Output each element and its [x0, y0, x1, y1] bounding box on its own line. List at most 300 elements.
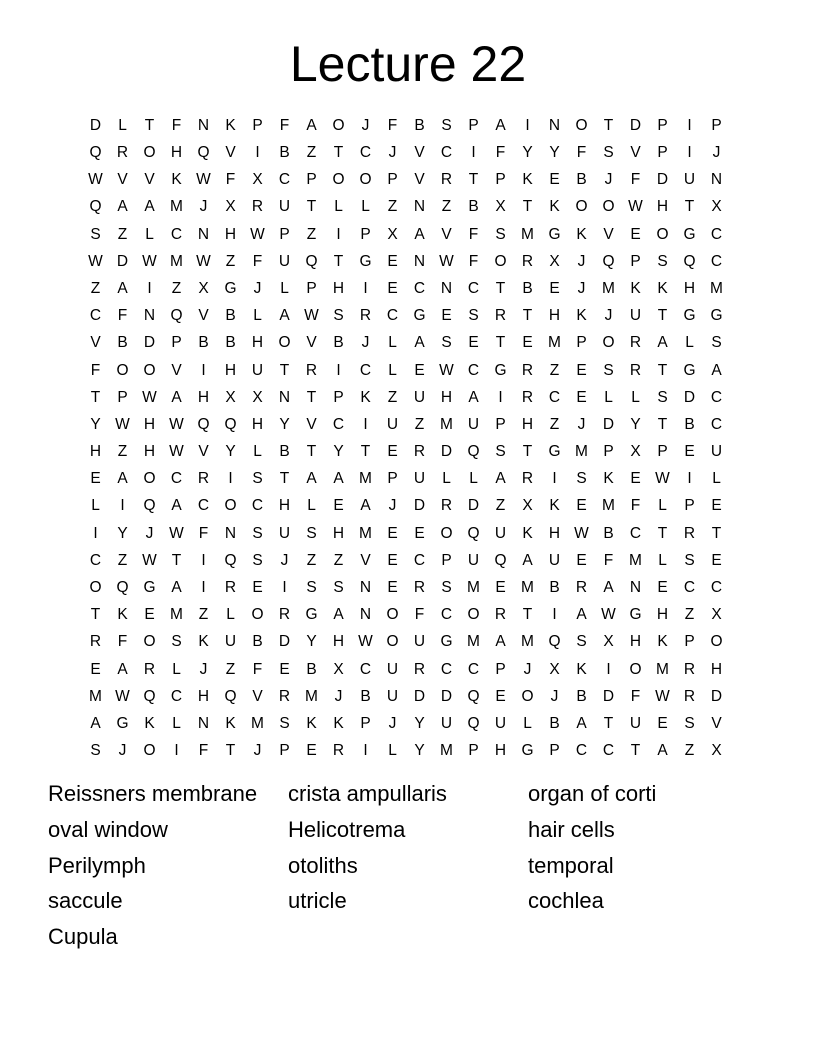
grid-cell[interactable]: W	[250, 225, 265, 243]
grid-cell[interactable]: A	[117, 198, 128, 216]
grid-cell[interactable]: E	[414, 361, 425, 379]
grid-cell[interactable]: S	[603, 361, 614, 379]
grid-cell[interactable]: T	[684, 198, 695, 216]
grid-cell[interactable]: J	[118, 742, 127, 760]
grid-cell[interactable]: U	[548, 551, 561, 569]
grid-cell[interactable]: F	[117, 633, 128, 651]
grid-cell[interactable]: D	[602, 687, 615, 705]
grid-cell[interactable]: M	[521, 579, 534, 597]
grid-cell[interactable]: U	[413, 470, 426, 488]
grid-cell[interactable]: E	[576, 388, 587, 406]
grid-cell[interactable]: I	[363, 742, 368, 760]
grid-cell[interactable]: H	[656, 606, 669, 624]
grid-cell[interactable]: O	[467, 606, 480, 624]
grid-cell[interactable]: K	[576, 307, 587, 325]
grid-cell[interactable]: W	[88, 252, 103, 270]
grid-cell[interactable]: I	[120, 497, 125, 515]
grid-cell[interactable]: I	[228, 470, 233, 488]
grid-cell[interactable]: O	[521, 687, 534, 705]
grid-cell[interactable]: F	[495, 144, 506, 162]
grid-cell[interactable]: A	[495, 116, 506, 134]
grid-cell[interactable]: A	[414, 225, 425, 243]
grid-cell[interactable]: Y	[630, 415, 641, 433]
grid-cell[interactable]: P	[684, 497, 695, 515]
grid-cell[interactable]: Q	[224, 551, 237, 569]
grid-cell[interactable]: G	[143, 579, 156, 597]
grid-cell[interactable]: H	[521, 415, 534, 433]
grid-cell[interactable]: J	[577, 415, 586, 433]
grid-cell[interactable]: R	[440, 497, 453, 515]
grid-cell[interactable]: U	[710, 443, 723, 461]
grid-cell[interactable]: J	[280, 551, 289, 569]
grid-cell[interactable]: R	[332, 742, 345, 760]
grid-cell[interactable]: J	[604, 307, 613, 325]
grid-cell[interactable]: R	[116, 144, 129, 162]
grid-cell[interactable]: Z	[117, 225, 128, 243]
grid-cell[interactable]: B	[306, 660, 317, 678]
grid-cell[interactable]: M	[629, 551, 642, 569]
grid-cell[interactable]: O	[143, 144, 156, 162]
grid-cell[interactable]: V	[414, 144, 425, 162]
grid-cell[interactable]: O	[710, 633, 723, 651]
grid-cell[interactable]: J	[523, 660, 532, 678]
grid-cell[interactable]: A	[495, 470, 506, 488]
grid-cell[interactable]: N	[197, 116, 210, 134]
grid-cell[interactable]: E	[630, 470, 641, 488]
grid-cell[interactable]: Z	[549, 361, 560, 379]
grid-cell[interactable]: O	[251, 606, 264, 624]
grid-cell[interactable]: D	[116, 252, 129, 270]
grid-cell[interactable]: O	[359, 171, 372, 189]
grid-cell[interactable]: F	[576, 144, 587, 162]
grid-cell[interactable]: S	[279, 714, 290, 732]
grid-cell[interactable]: U	[278, 524, 291, 542]
grid-cell[interactable]: C	[251, 497, 264, 515]
grid-cell[interactable]: E	[387, 252, 398, 270]
grid-cell[interactable]: J	[199, 660, 208, 678]
grid-cell[interactable]: H	[197, 687, 210, 705]
grid-cell[interactable]: H	[332, 279, 345, 297]
grid-cell[interactable]: E	[441, 307, 452, 325]
grid-cell[interactable]: J	[388, 714, 397, 732]
grid-cell[interactable]: G	[440, 633, 453, 651]
grid-cell[interactable]: E	[576, 551, 587, 569]
grid-cell[interactable]: U	[251, 361, 264, 379]
grid-cell[interactable]: C	[467, 279, 480, 297]
grid-cell[interactable]: V	[171, 361, 182, 379]
grid-cell[interactable]: U	[386, 660, 399, 678]
grid-cell[interactable]: N	[413, 252, 426, 270]
grid-cell[interactable]: B	[225, 307, 236, 325]
grid-cell[interactable]: R	[629, 361, 642, 379]
grid-cell[interactable]: W	[196, 171, 211, 189]
grid-cell[interactable]: C	[548, 388, 561, 406]
grid-cell[interactable]: U	[467, 415, 480, 433]
grid-cell[interactable]: D	[602, 415, 615, 433]
grid-cell[interactable]: C	[710, 579, 723, 597]
grid-cell[interactable]: S	[495, 443, 506, 461]
grid-cell[interactable]: G	[710, 307, 723, 325]
grid-cell[interactable]: W	[196, 252, 211, 270]
grid-cell[interactable]: K	[306, 714, 317, 732]
grid-cell[interactable]: U	[386, 687, 399, 705]
grid-cell[interactable]: Y	[522, 144, 533, 162]
grid-cell[interactable]: Z	[90, 279, 101, 297]
grid-cell[interactable]: K	[522, 171, 533, 189]
grid-cell[interactable]: U	[224, 633, 237, 651]
grid-cell[interactable]: N	[197, 714, 210, 732]
grid-cell[interactable]: L	[658, 497, 667, 515]
grid-cell[interactable]: R	[413, 443, 426, 461]
grid-cell[interactable]: X	[225, 198, 236, 216]
grid-cell[interactable]: T	[306, 443, 317, 461]
grid-cell[interactable]: W	[439, 361, 454, 379]
grid-cell[interactable]: S	[333, 307, 344, 325]
grid-cell[interactable]: M	[467, 579, 480, 597]
grid-cell[interactable]: P	[333, 388, 344, 406]
grid-cell[interactable]: H	[89, 443, 102, 461]
grid-cell[interactable]: E	[522, 334, 533, 352]
grid-cell[interactable]: X	[225, 388, 236, 406]
grid-cell[interactable]: L	[118, 116, 127, 134]
grid-cell[interactable]: A	[90, 714, 101, 732]
grid-cell[interactable]: C	[710, 252, 723, 270]
grid-cell[interactable]: E	[387, 579, 398, 597]
grid-cell[interactable]: V	[441, 225, 452, 243]
grid-cell[interactable]: B	[549, 579, 560, 597]
grid-cell[interactable]: E	[144, 606, 155, 624]
grid-cell[interactable]: R	[197, 470, 210, 488]
grid-cell[interactable]: Z	[117, 443, 128, 461]
grid-cell[interactable]: I	[147, 279, 152, 297]
grid-cell[interactable]: Z	[387, 388, 398, 406]
grid-cell[interactable]: Y	[306, 633, 317, 651]
grid-cell[interactable]: E	[387, 443, 398, 461]
grid-cell[interactable]: E	[90, 660, 101, 678]
grid-cell[interactable]: Z	[198, 606, 209, 624]
grid-cell[interactable]: H	[548, 307, 561, 325]
grid-cell[interactable]: S	[252, 470, 263, 488]
grid-cell[interactable]: L	[442, 470, 451, 488]
grid-cell[interactable]: P	[441, 551, 452, 569]
grid-cell[interactable]: C	[575, 742, 588, 760]
grid-cell[interactable]: K	[225, 116, 236, 134]
grid-cell[interactable]: X	[603, 633, 614, 651]
grid-cell[interactable]: Y	[117, 524, 128, 542]
grid-cell[interactable]: R	[440, 171, 453, 189]
grid-cell[interactable]: B	[603, 524, 614, 542]
grid-cell[interactable]: B	[225, 334, 236, 352]
grid-cell[interactable]: V	[117, 171, 128, 189]
grid-cell[interactable]: R	[521, 252, 534, 270]
grid-cell[interactable]: U	[683, 171, 696, 189]
grid-cell[interactable]: Z	[684, 742, 695, 760]
grid-cell[interactable]: F	[630, 171, 641, 189]
grid-cell[interactable]: D	[278, 633, 291, 651]
grid-cell[interactable]: O	[602, 198, 615, 216]
grid-cell[interactable]: A	[279, 307, 290, 325]
grid-cell[interactable]: N	[143, 307, 156, 325]
grid-cell[interactable]: C	[170, 470, 183, 488]
grid-cell[interactable]: Z	[414, 415, 425, 433]
grid-cell[interactable]: L	[388, 742, 397, 760]
grid-cell[interactable]: A	[414, 334, 425, 352]
grid-cell[interactable]: L	[307, 497, 316, 515]
grid-cell[interactable]: P	[306, 171, 317, 189]
grid-cell[interactable]: C	[359, 144, 372, 162]
grid-cell[interactable]: Y	[549, 144, 560, 162]
grid-cell[interactable]: I	[552, 606, 557, 624]
grid-cell[interactable]: Q	[602, 252, 615, 270]
grid-cell[interactable]: R	[413, 660, 426, 678]
grid-cell[interactable]: C	[710, 225, 723, 243]
grid-cell[interactable]: G	[413, 307, 426, 325]
grid-cell[interactable]: Q	[143, 497, 156, 515]
grid-cell[interactable]: Z	[549, 415, 560, 433]
grid-cell[interactable]: G	[305, 606, 318, 624]
grid-cell[interactable]: P	[630, 252, 641, 270]
grid-cell[interactable]: C	[710, 388, 723, 406]
grid-cell[interactable]: P	[495, 660, 506, 678]
grid-cell[interactable]: O	[143, 742, 156, 760]
grid-cell[interactable]: S	[306, 579, 317, 597]
grid-cell[interactable]: J	[388, 144, 397, 162]
grid-cell[interactable]: D	[467, 497, 480, 515]
grid-cell[interactable]: E	[711, 551, 722, 569]
grid-cell[interactable]: V	[711, 714, 722, 732]
grid-cell[interactable]: Q	[116, 579, 129, 597]
grid-cell[interactable]: W	[169, 524, 184, 542]
grid-cell[interactable]: R	[629, 334, 642, 352]
grid-cell[interactable]: K	[333, 714, 344, 732]
grid-cell[interactable]: W	[115, 415, 130, 433]
grid-cell[interactable]: Y	[414, 714, 425, 732]
grid-cell[interactable]: R	[143, 660, 156, 678]
grid-cell[interactable]: K	[576, 660, 587, 678]
grid-cell[interactable]: E	[549, 171, 560, 189]
grid-cell[interactable]: X	[252, 388, 263, 406]
grid-cell[interactable]: C	[89, 307, 102, 325]
grid-cell[interactable]: F	[225, 171, 236, 189]
grid-cell[interactable]: L	[685, 334, 694, 352]
grid-cell[interactable]: I	[687, 116, 692, 134]
grid-cell[interactable]: Y	[414, 742, 425, 760]
grid-cell[interactable]: S	[441, 579, 452, 597]
grid-cell[interactable]: U	[413, 388, 426, 406]
grid-cell[interactable]: M	[359, 470, 372, 488]
grid-cell[interactable]: S	[90, 742, 101, 760]
grid-cell[interactable]: W	[628, 198, 643, 216]
grid-cell[interactable]: R	[521, 361, 534, 379]
grid-cell[interactable]: T	[90, 388, 101, 406]
grid-cell[interactable]: P	[603, 443, 614, 461]
grid-cell[interactable]: I	[687, 470, 692, 488]
grid-cell[interactable]: O	[575, 198, 588, 216]
grid-cell[interactable]: W	[655, 687, 670, 705]
grid-cell[interactable]: J	[334, 687, 343, 705]
grid-cell[interactable]: Q	[494, 551, 507, 569]
grid-cell[interactable]: X	[333, 660, 344, 678]
grid-cell[interactable]: F	[414, 606, 425, 624]
grid-cell[interactable]: S	[684, 551, 695, 569]
grid-cell[interactable]: P	[684, 633, 695, 651]
grid-cell[interactable]: M	[521, 633, 534, 651]
grid-cell[interactable]: G	[548, 443, 561, 461]
grid-cell[interactable]: E	[576, 497, 587, 515]
grid-cell[interactable]: W	[142, 252, 157, 270]
grid-cell[interactable]: C	[89, 551, 102, 569]
grid-cell[interactable]: I	[336, 361, 341, 379]
grid-cell[interactable]: X	[252, 171, 263, 189]
grid-cell[interactable]: C	[440, 144, 453, 162]
grid-cell[interactable]: B	[576, 687, 587, 705]
grid-cell[interactable]: R	[683, 524, 696, 542]
grid-cell[interactable]: A	[333, 470, 344, 488]
grid-cell[interactable]: H	[332, 633, 345, 651]
grid-cell[interactable]: P	[657, 144, 668, 162]
grid-cell[interactable]: P	[252, 116, 263, 134]
grid-cell[interactable]: C	[440, 606, 453, 624]
grid-cell[interactable]: F	[630, 687, 641, 705]
grid-cell[interactable]: P	[468, 742, 479, 760]
grid-cell[interactable]: T	[522, 198, 533, 216]
grid-cell[interactable]: R	[521, 470, 534, 488]
grid-cell[interactable]: A	[171, 388, 182, 406]
grid-cell[interactable]: E	[657, 714, 668, 732]
grid-cell[interactable]: C	[170, 225, 183, 243]
grid-cell[interactable]: K	[549, 198, 560, 216]
grid-cell[interactable]: C	[440, 660, 453, 678]
grid-cell[interactable]: E	[333, 497, 344, 515]
grid-cell[interactable]: T	[306, 388, 317, 406]
grid-cell[interactable]: O	[440, 524, 453, 542]
grid-cell[interactable]: W	[601, 606, 616, 624]
grid-cell[interactable]: C	[710, 415, 723, 433]
grid-cell[interactable]: P	[549, 742, 560, 760]
grid-cell[interactable]: M	[710, 279, 723, 297]
grid-cell[interactable]: G	[683, 361, 696, 379]
grid-cell[interactable]: S	[576, 633, 587, 651]
grid-cell[interactable]: T	[171, 551, 182, 569]
grid-cell[interactable]: A	[576, 714, 587, 732]
grid-cell[interactable]: T	[360, 443, 371, 461]
grid-cell[interactable]: E	[90, 470, 101, 488]
grid-cell[interactable]: Z	[684, 606, 695, 624]
grid-cell[interactable]: E	[549, 279, 560, 297]
grid-cell[interactable]: W	[574, 524, 589, 542]
grid-cell[interactable]: F	[198, 524, 209, 542]
grid-cell[interactable]: T	[144, 116, 155, 134]
grid-cell[interactable]: M	[170, 198, 183, 216]
grid-cell[interactable]: T	[657, 415, 668, 433]
grid-cell[interactable]: V	[198, 443, 209, 461]
grid-cell[interactable]: L	[712, 470, 721, 488]
grid-cell[interactable]: V	[225, 144, 236, 162]
grid-cell[interactable]: B	[549, 714, 560, 732]
grid-cell[interactable]: O	[224, 497, 237, 515]
grid-cell[interactable]: L	[658, 551, 667, 569]
grid-cell[interactable]: I	[471, 144, 476, 162]
grid-cell[interactable]: P	[387, 470, 398, 488]
grid-cell[interactable]: V	[198, 307, 209, 325]
grid-cell[interactable]: E	[387, 551, 398, 569]
grid-cell[interactable]: H	[224, 225, 237, 243]
grid-cell[interactable]: J	[577, 279, 586, 297]
grid-cell[interactable]: O	[143, 633, 156, 651]
grid-cell[interactable]: A	[495, 633, 506, 651]
grid-cell[interactable]: B	[279, 144, 290, 162]
grid-cell[interactable]: M	[521, 225, 534, 243]
grid-cell[interactable]: M	[359, 524, 372, 542]
grid-cell[interactable]: X	[711, 606, 722, 624]
grid-cell[interactable]: P	[711, 116, 722, 134]
grid-cell[interactable]: W	[655, 470, 670, 488]
grid-cell[interactable]: T	[630, 742, 641, 760]
grid-cell[interactable]: R	[683, 660, 696, 678]
grid-cell[interactable]: S	[441, 334, 452, 352]
grid-cell[interactable]: P	[117, 388, 128, 406]
grid-cell[interactable]: L	[172, 714, 181, 732]
grid-cell[interactable]: L	[172, 660, 181, 678]
grid-cell[interactable]: Y	[225, 443, 236, 461]
grid-cell[interactable]: X	[522, 497, 533, 515]
grid-cell[interactable]: Z	[171, 279, 182, 297]
grid-cell[interactable]: E	[630, 225, 641, 243]
grid-cell[interactable]: W	[169, 415, 184, 433]
grid-cell[interactable]: P	[657, 443, 668, 461]
grid-cell[interactable]: F	[468, 225, 479, 243]
grid-cell[interactable]: C	[467, 660, 480, 678]
grid-cell[interactable]: S	[468, 307, 479, 325]
grid-cell[interactable]: S	[684, 714, 695, 732]
grid-cell[interactable]: Q	[683, 252, 696, 270]
grid-cell[interactable]: M	[575, 443, 588, 461]
grid-cell[interactable]: L	[253, 443, 262, 461]
grid-cell[interactable]: N	[413, 198, 426, 216]
grid-cell[interactable]: Q	[467, 687, 480, 705]
grid-cell[interactable]: U	[629, 307, 642, 325]
grid-cell[interactable]: C	[170, 687, 183, 705]
grid-cell[interactable]: T	[522, 307, 533, 325]
grid-cell[interactable]: C	[278, 171, 291, 189]
grid-cell[interactable]: Q	[143, 687, 156, 705]
grid-cell[interactable]: V	[90, 334, 101, 352]
grid-cell[interactable]: E	[495, 579, 506, 597]
grid-cell[interactable]: H	[440, 388, 453, 406]
grid-cell[interactable]: A	[711, 361, 722, 379]
grid-cell[interactable]: K	[657, 279, 668, 297]
grid-cell[interactable]: P	[279, 225, 290, 243]
grid-cell[interactable]: I	[201, 579, 206, 597]
grid-cell[interactable]: I	[201, 551, 206, 569]
grid-cell[interactable]: Z	[306, 144, 317, 162]
grid-cell[interactable]: D	[413, 497, 426, 515]
grid-cell[interactable]: M	[656, 660, 669, 678]
grid-cell[interactable]: A	[333, 606, 344, 624]
grid-cell[interactable]: S	[576, 470, 587, 488]
grid-cell[interactable]: R	[683, 687, 696, 705]
grid-cell[interactable]: I	[606, 660, 611, 678]
grid-cell[interactable]: B	[576, 171, 587, 189]
grid-cell[interactable]: O	[386, 633, 399, 651]
grid-cell[interactable]: C	[359, 660, 372, 678]
grid-cell[interactable]: U	[494, 524, 507, 542]
grid-cell[interactable]: K	[576, 225, 587, 243]
grid-cell[interactable]: C	[197, 497, 210, 515]
grid-cell[interactable]: O	[332, 171, 345, 189]
grid-cell[interactable]: O	[602, 334, 615, 352]
grid-cell[interactable]: R	[305, 361, 318, 379]
